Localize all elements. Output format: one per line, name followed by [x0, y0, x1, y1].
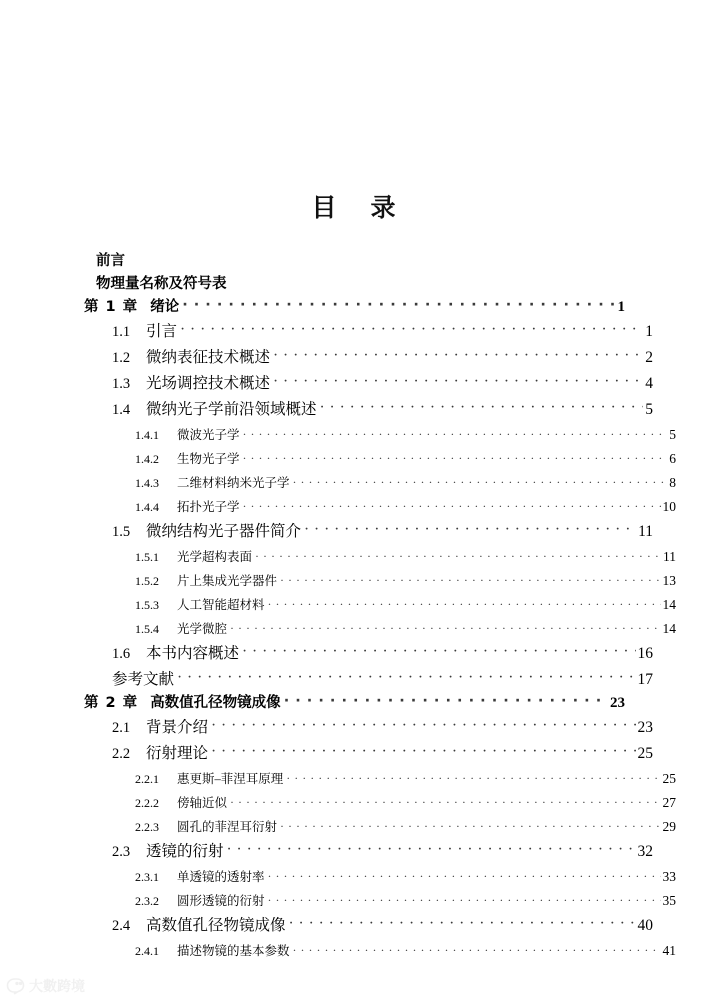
toc-entry: [84, 273, 625, 296]
toc-entry-number: 2.4: [112, 918, 131, 934]
toc-entry[interactable]: [112, 397, 653, 423]
toc-entry-number: 1.5.3: [135, 598, 159, 612]
toc-entry-label: 片上集成光学器件: [177, 574, 278, 588]
toc-entry-page-number: 40: [637, 917, 653, 934]
toc-entry-number: 2.1: [112, 720, 131, 736]
toc-entry-page-number: 11: [663, 549, 676, 564]
toc-entry-label: 光学微腔: [177, 622, 228, 636]
toc-leader-dots: [289, 911, 636, 936]
toc-entry[interactable]: [112, 667, 653, 692]
toc-entry-page-number: 25: [637, 745, 653, 762]
toc-entry-number: 2.2: [112, 746, 131, 762]
toc-entry-label: 圆形透镜的衍射: [177, 894, 265, 908]
toc-entry[interactable]: [84, 692, 625, 715]
toc-entry-number: 1.2: [112, 350, 131, 366]
toc-entry-page-number: 25: [662, 771, 676, 786]
toc-entry-page-number: 23: [610, 695, 625, 711]
toc-entry-number: 第 1 章: [84, 299, 139, 315]
toc-entry-page-number: 1: [617, 299, 625, 315]
toc-entry-label: 本书内容概述: [146, 645, 240, 662]
toc-leader-dots: [182, 294, 615, 317]
toc-entry-number: 2.3.2: [135, 894, 159, 908]
toc-entry-page-number: 5: [645, 401, 653, 418]
toc-entry-number: 1.5.2: [135, 574, 159, 588]
toc-leader-dots: [286, 766, 660, 790]
toc-leader-dots: [243, 446, 668, 470]
toc-leader-dots: [177, 665, 635, 690]
toc-entry-label: 傍轴近似: [177, 796, 228, 810]
toc-entry[interactable]: [135, 593, 676, 617]
toc-entry[interactable]: [135, 545, 676, 569]
toc-entry-label: 圆孔的菲涅耳衍射: [177, 820, 278, 834]
toc-entry-page-number: 35: [662, 893, 676, 908]
toc-entry-number: 1.4.4: [135, 500, 159, 514]
toc-entry-number: 2.4.1: [135, 944, 159, 958]
toc-entry-page-number: 5: [669, 427, 676, 442]
toc-entry[interactable]: [135, 939, 676, 963]
toc-entry[interactable]: [135, 889, 676, 913]
toc-entry-number: 2.2.1: [135, 772, 159, 786]
toc-entry-number: 1.4.1: [135, 428, 159, 442]
toc-entry[interactable]: [112, 839, 653, 865]
toc-entry-number: 1.4.2: [135, 452, 159, 466]
toc-entry-page-number: 6: [669, 451, 676, 466]
toc-entry-label: 惠更斯–菲涅耳原理: [177, 772, 284, 786]
toc-entry-label: 物理量名称及符号表: [96, 276, 227, 292]
toc-entry-number: 1.1: [112, 324, 131, 340]
toc-entry-page-number: 10: [662, 499, 676, 514]
toc-entry-page-number: 11: [638, 523, 653, 540]
toc-entry-number: 第 2 章: [84, 695, 139, 711]
toc-entry[interactable]: [135, 569, 676, 593]
toc-leader-dots: [268, 864, 661, 888]
toc-entry[interactable]: [135, 791, 676, 815]
toc-leader-dots: [280, 568, 660, 592]
toc-leader-dots: [180, 317, 643, 342]
toc-entry-number: 2.2.3: [135, 820, 159, 834]
toc-entry-page-number: 4: [645, 375, 653, 392]
toc-entry-label: 人工智能超材料: [177, 598, 265, 612]
toc-entry-label: 高数值孔径物镜成像: [150, 695, 281, 711]
watermark-text: 大數跨境: [29, 979, 85, 995]
toc-entry-page-number: 2: [645, 349, 653, 366]
toc-leader-dots: [273, 343, 643, 368]
toc-leader-dots: [230, 790, 660, 814]
toc-entry: [84, 250, 625, 273]
toc-entry[interactable]: [135, 471, 676, 495]
toc-leader-dots: [243, 494, 661, 518]
toc-entry-page-number: 13: [662, 573, 676, 588]
toc-entry-number: 1.5.1: [135, 550, 159, 564]
toc-leader-dots: [230, 616, 660, 640]
toc-leader-dots: [293, 938, 661, 962]
toc-leader-dots: [242, 639, 635, 664]
toc-entry-page-number: 29: [662, 819, 676, 834]
toc-leader-dots: [293, 470, 668, 494]
toc-entry[interactable]: [112, 345, 653, 371]
toc-entry-number: 1.5: [112, 524, 131, 540]
toc-entry-label: 参考文献: [112, 671, 175, 688]
toc-entry-label: 光场调控技术概述: [146, 375, 271, 392]
toc-entry[interactable]: [135, 423, 676, 447]
toc-leader-dots: [320, 395, 644, 420]
toc-entry[interactable]: [112, 913, 653, 939]
toc-entry[interactable]: [112, 371, 653, 397]
toc-entry-page-number: 23: [637, 719, 653, 736]
toc-entry-label: 高数值孔径物镜成像: [146, 917, 286, 934]
toc-entry-number: 1.6: [112, 646, 131, 662]
toc-leader-dots: [255, 544, 661, 568]
toc-leader-dots: [280, 814, 660, 838]
toc-entry[interactable]: [135, 617, 676, 641]
toc-entry-page-number: 32: [637, 843, 653, 860]
page-title: 目录: [311, 193, 430, 222]
toc-entry-page-number: 8: [669, 475, 676, 490]
toc-entry-number: 1.4.3: [135, 476, 159, 490]
toc-entry-label: 前言: [96, 253, 125, 269]
toc-leader-dots: [268, 592, 661, 616]
toc-entry-page-number: 33: [662, 869, 676, 884]
toc-entry-number: 2.2.2: [135, 796, 159, 810]
toc-entry-page-number: 27: [662, 795, 676, 810]
toc-entry-number: 2.3.1: [135, 870, 159, 884]
toc-entry-label: 背景介绍: [146, 719, 209, 736]
toc-entry-number: 1.3: [112, 376, 131, 392]
toc-entry-label: 描述物镜的基本参数: [177, 944, 290, 958]
toc-entry-label: 拓扑光子学: [177, 500, 240, 514]
toc-entry-number: 1.4: [112, 402, 131, 418]
table-of-contents: [84, 250, 676, 963]
toc-entry[interactable]: [135, 495, 676, 519]
toc-entry-page-number: 14: [662, 597, 676, 612]
toc-entry-page-number: 14: [662, 621, 676, 636]
toc-entry[interactable]: [112, 741, 653, 767]
toc-entry[interactable]: [84, 296, 625, 319]
toc-entry[interactable]: [112, 715, 653, 741]
toc-leader-dots: [273, 369, 643, 394]
toc-entry-label: 引言: [146, 323, 178, 340]
toc-entry-page-number: 16: [637, 645, 653, 662]
toc-entry-label: 光学超构表面: [177, 550, 253, 564]
toc-entry[interactable]: [112, 641, 653, 667]
toc-entry[interactable]: [135, 767, 676, 791]
toc-entry[interactable]: [135, 815, 676, 839]
watermark: [6, 976, 85, 996]
watermark-logo-icon: [6, 977, 26, 995]
toc-entry-label: 单透镜的透射率: [177, 870, 265, 884]
toc-entry[interactable]: [112, 519, 653, 545]
toc-entry-label: 绪论: [150, 299, 180, 315]
toc-leader-dots: [211, 739, 635, 764]
toc-entry[interactable]: [112, 319, 653, 345]
toc-leader-dots: [227, 837, 636, 862]
toc-leader-dots: [211, 713, 635, 738]
toc-entry-page-number: 1: [645, 323, 653, 340]
toc-leader-dots: [243, 422, 668, 446]
toc-leader-dots: [268, 888, 661, 912]
toc-entry-label: 二维材料纳米光子学: [177, 476, 290, 490]
toc-entry-label: 微波光子学: [177, 428, 240, 442]
toc-entry-number: 2.3: [112, 844, 131, 860]
toc-leader-dots: [284, 690, 608, 713]
toc-entry-label: 微纳光子学前沿领域概述: [146, 401, 317, 418]
toc-entry[interactable]: [135, 865, 676, 889]
toc-entry-page-number: 41: [662, 943, 676, 958]
toc-entry-label: 生物光子学: [177, 452, 240, 466]
toc-entry-label: 微纳结构光子器件简介: [146, 523, 302, 540]
toc-entry-page-number: 17: [637, 671, 653, 688]
toc-entry-label: 透镜的衍射: [146, 843, 224, 860]
toc-entry[interactable]: [135, 447, 676, 471]
toc-entry-number: 1.5.4: [135, 622, 159, 636]
toc-entry-label: 衍射理论: [146, 745, 209, 762]
toc-entry-label: 微纳表征技术概述: [146, 349, 271, 366]
toc-leader-dots: [304, 517, 636, 542]
